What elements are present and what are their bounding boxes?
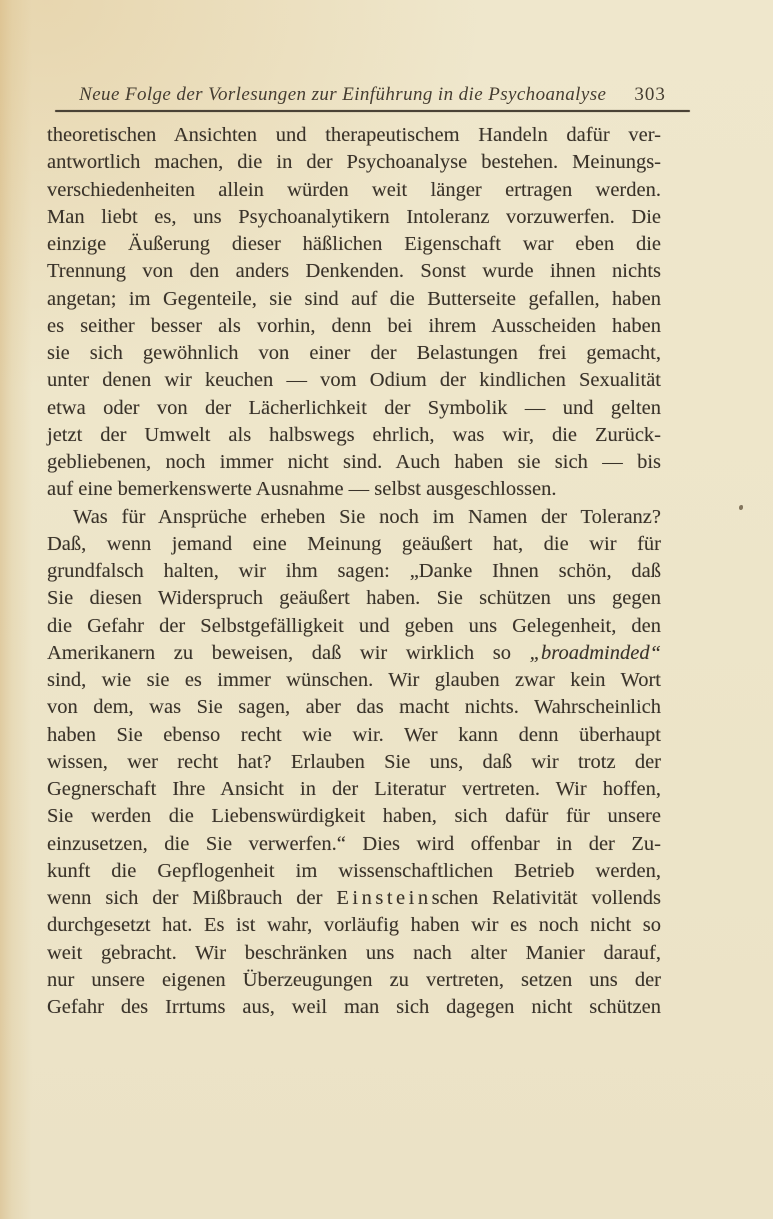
page-header bbox=[55, 83, 690, 112]
text-line: durchgesetzt hat. Es ist wahr, vorläufig haben wir es noch nicht so bbox=[47, 914, 661, 937]
text-line: es seither besser als vorhin, denn bei ihrem Ausscheiden haben bbox=[47, 314, 661, 337]
text-line: Sie diesen Widerspruch geäußert haben. Sie schützen uns gegen bbox=[47, 587, 661, 610]
header-rule bbox=[55, 110, 690, 112]
letterspaced-text: Einstein bbox=[336, 887, 432, 909]
text-line: wenn sich der Mißbrauch der Einsteinschen Relativität vollends bbox=[47, 887, 661, 909]
text-line: sie sich gewöhnlich von einer der Belastungen frei gemacht, bbox=[47, 342, 661, 364]
text-line: Sie werden die Liebenswürdigkeit haben, sich dafür für unsere bbox=[47, 805, 661, 828]
page-body bbox=[47, 122, 661, 1021]
text-line: von dem, was Sie sagen, aber das macht nichts. Wahrscheinlich bbox=[47, 696, 661, 719]
text-line: Daß, wenn jemand eine Meinung geäußert hat, die wir für bbox=[47, 532, 661, 555]
running-title: Neue Folge der Vorlesungen zur Einführung in die Psychoanalyse bbox=[79, 84, 607, 105]
text-line: einzusetzen, die Sie verwerfen.“ Dies wird offenbar in der Zu- bbox=[47, 832, 661, 855]
paper-speck bbox=[739, 505, 743, 510]
text-line: die Gefahr der Selbstgefälligkeit und geben uns Gelegenheit, den bbox=[47, 614, 661, 637]
text-line: Gefahr des Irrtums aus, weil man sich dagegen nicht schützen bbox=[47, 996, 661, 1018]
text-line: weit gebracht. Wir beschränken uns nach alter Manier darauf, bbox=[47, 941, 661, 964]
text-line: nur unsere eigenen Überzeugungen zu vertreten, setzen uns der bbox=[47, 968, 661, 991]
text-line: angetan; im Gegenteile, sie sind auf die Butterseite gefallen, haben bbox=[47, 287, 661, 310]
page-number: 303 bbox=[634, 84, 666, 105]
text-line: Gegnerschaft Ihre Ansicht in der Literatur vertreten. Wir hoffen, bbox=[47, 778, 661, 800]
text-line: etwa oder von der Lächerlichkeit der Symbolik — und gelten bbox=[47, 396, 661, 419]
text-line: auf eine bemerkenswerte Ausnahme — selbst ausgeschlossen. bbox=[47, 478, 557, 501]
text-line: kunft die Gepflogenheit im wissenschaftlichen Betrieb werden, bbox=[47, 859, 661, 882]
text-line: jetzt der Umwelt als halbswegs ehrlich, was wir, die Zurück- bbox=[47, 423, 661, 446]
text-line: sind, wie sie es immer wünschen. Wir glauben zwar kein Wort bbox=[47, 669, 661, 691]
text-line: unter denen wir keuchen — vom Odium der kindlichen Sexualität bbox=[47, 369, 661, 392]
text-line: gebliebenen, noch immer nicht sind. Auch haben sie sich — bis bbox=[47, 451, 661, 473]
text-line: Man liebt es, uns Psychoanalytikern Intoleranz vorzuwerfen. Die bbox=[47, 205, 661, 228]
text-line: einzige Äußerung dieser häßlichen Eigenschaft war eben die bbox=[47, 233, 661, 255]
text-line: verschiedenheiten allein würden weit länger ertragen werden. bbox=[47, 178, 661, 201]
text-line: grundfalsch halten, wir ihm sagen: „Danke Ihnen schön, daß bbox=[47, 560, 661, 582]
running-head bbox=[55, 83, 690, 107]
paragraph bbox=[47, 504, 661, 1022]
text-line: wissen, wer recht hat? Erlauben Sie uns, daß wir trotz der bbox=[47, 750, 661, 773]
italic-text: „broadminded“ bbox=[529, 641, 661, 664]
paragraph bbox=[47, 122, 661, 504]
text-line: Amerikanern zu beweisen, daß wir wirklich so „broadminded“ bbox=[47, 641, 661, 664]
text-line: Trennung von den anders Denkenden. Sonst wurde ihnen nichts bbox=[47, 260, 661, 283]
text-line: antwortlich machen, die in der Psychoanalyse bestehen. Meinungs- bbox=[47, 151, 661, 174]
text-line: theoretischen Ansichten und therapeutischem Handeln dafür ver- bbox=[47, 124, 661, 146]
text-line: Was für Ansprüche erheben Sie noch im Namen der Toleranz? bbox=[73, 505, 661, 528]
text-line: haben Sie ebenso recht wie wir. Wer kann denn überhaupt bbox=[47, 723, 661, 746]
